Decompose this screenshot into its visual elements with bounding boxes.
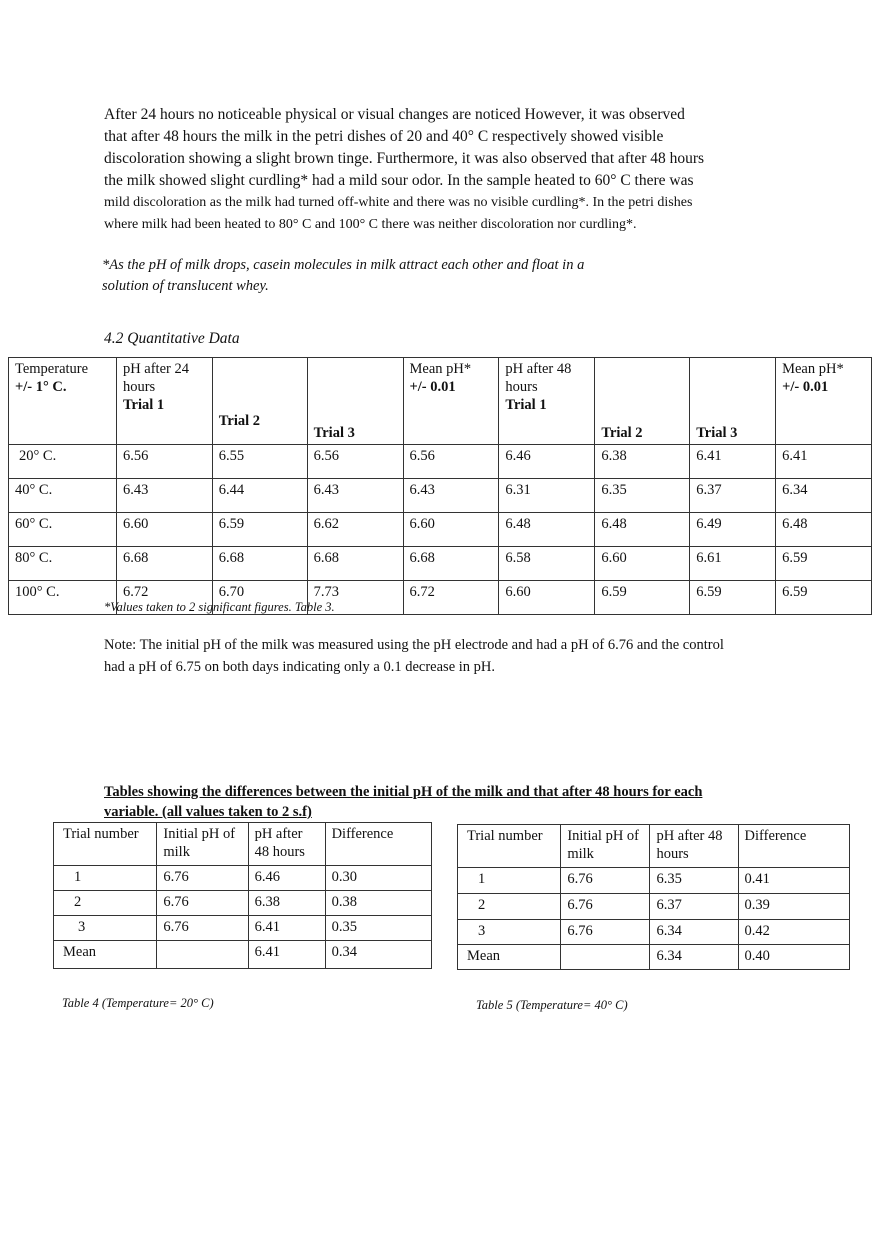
header-ph48-trial3 (690, 358, 776, 445)
table-row (54, 941, 432, 969)
cell-value: 6.59 (595, 581, 690, 615)
header-trial3-48: Trial 3 (696, 425, 738, 441)
cell-value: 6.70 (212, 581, 307, 615)
cell-value: 6.76 (157, 916, 248, 941)
cell-value: 6.34 (650, 945, 738, 970)
header-initial-ph: Initial pH of milk (561, 825, 650, 868)
cell-value: 6.59 (212, 513, 307, 547)
cell-value: 6.68 (116, 547, 212, 581)
table-5 (457, 824, 850, 970)
cell-value: 6.72 (116, 581, 212, 615)
cell-value: 6.76 (561, 920, 650, 945)
cell-trial: 3 (458, 920, 561, 945)
cell-value (157, 941, 248, 969)
cell-value: 6.37 (650, 894, 738, 920)
cell-value: 6.46 (499, 445, 595, 479)
cell-value: 6.72 (403, 581, 499, 615)
cell-value: 6.62 (307, 513, 403, 547)
initial-ph-note (104, 634, 804, 678)
cell-value: 0.42 (738, 920, 849, 945)
cell-value: 6.48 (499, 513, 595, 547)
cell-value: 6.76 (157, 891, 248, 916)
cell-value: 6.41 (776, 445, 872, 479)
header-mean2-label: Mean pH* (782, 361, 844, 377)
cell-temperature: 60° C. (9, 513, 117, 547)
casein-footnote (102, 255, 722, 297)
table-header-row (54, 823, 432, 866)
cell-trial: 1 (54, 866, 157, 891)
table-header-row (9, 358, 872, 445)
section-title: 4.2 Quantitative Data (104, 330, 240, 347)
table-row (458, 945, 850, 970)
cell-value: 6.68 (212, 547, 307, 581)
table-row (458, 920, 850, 945)
table-4 (53, 822, 432, 969)
cell-mean-label: Mean (54, 941, 157, 969)
note-line: Note: The initial pH of the milk was measured using the pH electrode and had a pH of 6.76 and the control (104, 637, 724, 653)
header-ph24-trial2 (212, 358, 307, 445)
table-row (9, 513, 872, 547)
header-trial2-48: Trial 2 (601, 425, 643, 441)
header-ph48-trial2 (595, 358, 690, 445)
cell-value: 6.59 (776, 547, 872, 581)
cell-value: 6.34 (650, 920, 738, 945)
cell-value: 6.43 (307, 479, 403, 513)
note-line: had a pH of 6.75 on both days indicating only a 0.1 decrease in pH. (104, 659, 496, 675)
header-mean-48 (776, 358, 872, 445)
cell-value: 0.38 (325, 891, 431, 916)
cell-temperature: 100° C. (9, 581, 117, 615)
cell-value (561, 945, 650, 970)
header-mean-uncertainty: +/- 0.01 (409, 379, 456, 395)
cell-value: 6.76 (157, 866, 248, 891)
cell-value: 6.76 (561, 894, 650, 920)
header-ph24-label: pH after 24 hours (122, 361, 189, 395)
table-row (458, 868, 850, 894)
cell-value: 0.34 (325, 941, 431, 969)
cell-value: 6.46 (248, 866, 325, 891)
header-trial1-48: Trial 1 (505, 397, 547, 413)
cell-trial: 3 (54, 916, 157, 941)
cell-value: 6.35 (650, 868, 738, 894)
cell-temperature: 80° C. (9, 547, 117, 581)
ph-results-table (8, 357, 872, 615)
header-temperature (9, 358, 117, 445)
cell-value: 6.60 (595, 547, 690, 581)
table4-caption: Table 4 (Temperature= 20° C) (62, 996, 214, 1010)
cell-value: 6.37 (690, 479, 776, 513)
heading-line: Tables showing the differences between the initial pH of the milk and that after 48 hours for each (104, 784, 703, 800)
cell-value: 6.41 (690, 445, 776, 479)
cell-trial: 2 (458, 894, 561, 920)
table-row (9, 547, 872, 581)
header-trial3: Trial 3 (313, 425, 355, 441)
cell-value: 6.60 (499, 581, 595, 615)
table-header-row (458, 825, 850, 868)
cell-value: 6.38 (248, 891, 325, 916)
cell-value: 6.59 (690, 581, 776, 615)
cell-value: 6.68 (307, 547, 403, 581)
cell-value: 0.35 (325, 916, 431, 941)
cell-value: 6.43 (116, 479, 212, 513)
cell-value: 6.44 (212, 479, 307, 513)
cell-value: 0.41 (738, 868, 849, 894)
cell-value: 6.41 (248, 916, 325, 941)
cell-value: 7.73 (307, 581, 403, 615)
header-mean-24 (403, 358, 499, 445)
header-temperature-label: Temperature (15, 361, 89, 377)
cell-temperature: 20° C. (9, 445, 117, 479)
cell-value: 6.35 (595, 479, 690, 513)
cell-trial: 2 (54, 891, 157, 916)
header-ph24-trial1 (116, 358, 212, 445)
cell-value: 6.48 (776, 513, 872, 547)
table-row (458, 894, 850, 920)
table-row (54, 866, 432, 891)
paragraph-line: mild discoloration as the milk had turned off-white and there was no visible curdling*. In the petri dishes (104, 195, 693, 210)
cell-value: 6.56 (116, 445, 212, 479)
cell-value: 0.40 (738, 945, 849, 970)
difference-tables-heading (104, 782, 784, 822)
table-row (54, 916, 432, 941)
header-trial-number: Trial number (458, 825, 561, 868)
observations-paragraph (104, 104, 794, 236)
cell-value: 6.56 (307, 445, 403, 479)
cell-value: 6.58 (499, 547, 595, 581)
cell-value: 6.68 (403, 547, 499, 581)
header-mean-label: Mean pH* (409, 361, 472, 377)
header-trial1: Trial 1 (122, 397, 165, 413)
header-ph24-trial3 (307, 358, 403, 445)
cell-mean-label: Mean (458, 945, 561, 970)
paragraph-line: where milk had been heated to 80° C and 100° C there was neither discoloration nor curdling*. (104, 217, 637, 232)
table-row (9, 445, 872, 479)
paragraph-line: that after 48 hours the milk in the petri dishes of 20 and 40° C respectively showed visible (104, 128, 664, 145)
header-trial-number: Trial number (54, 823, 157, 866)
cell-value: 0.30 (325, 866, 431, 891)
cell-value: 6.59 (776, 581, 872, 615)
paragraph-line: the milk showed slight curdling* had a mild sour odor. In the sample heated to 60° C there was (104, 172, 694, 189)
cell-value: 6.48 (595, 513, 690, 547)
cell-value: 6.31 (499, 479, 595, 513)
header-ph48-trial1 (499, 358, 595, 445)
header-mean2-uncertainty: +/- 0.01 (782, 379, 829, 395)
cell-temperature: 40° C. (9, 479, 117, 513)
cell-value: 6.55 (212, 445, 307, 479)
cell-value: 6.43 (403, 479, 499, 513)
header-ph48-label: pH after 48 hours (505, 361, 572, 395)
footnote-line: solution of translucent whey. (102, 278, 269, 294)
table-row (54, 891, 432, 916)
header-difference: Difference (738, 825, 849, 868)
table5-caption: Table 5 (Temperature= 40° C) (476, 998, 628, 1012)
cell-value: 6.56 (403, 445, 499, 479)
header-temperature-uncertainty: +/- 1° C. (15, 379, 67, 395)
cell-value: 6.49 (690, 513, 776, 547)
cell-value: 6.60 (116, 513, 212, 547)
header-ph-after-48: pH after 48 hours (248, 823, 325, 866)
header-ph-after-48: pH after 48 hours (650, 825, 738, 868)
table-row (9, 479, 872, 513)
cell-value: 6.61 (690, 547, 776, 581)
cell-value: 6.38 (595, 445, 690, 479)
paragraph-line: After 24 hours no noticeable physical or visual changes are noticed However, it was observed (104, 106, 685, 123)
footnote-line: *As the pH of milk drops, casein molecules in milk attract each other and float in a (102, 257, 585, 273)
header-difference: Difference (325, 823, 431, 866)
cell-value: 6.41 (248, 941, 325, 969)
paragraph-line: discoloration showing a slight brown tinge. Furthermore, it was also observed that after 48 hours (104, 150, 705, 167)
cell-trial: 1 (458, 868, 561, 894)
table3-caption: *Values taken to 2 significant figures. Table 3. (104, 600, 335, 614)
cell-value: 6.34 (776, 479, 872, 513)
cell-value: 6.60 (403, 513, 499, 547)
cell-value: 6.76 (561, 868, 650, 894)
header-initial-ph: Initial pH of milk (157, 823, 248, 866)
header-trial2: Trial 2 (218, 413, 261, 429)
cell-value: 0.39 (738, 894, 849, 920)
heading-line: variable. (all values taken to 2 s.f) (104, 804, 312, 820)
